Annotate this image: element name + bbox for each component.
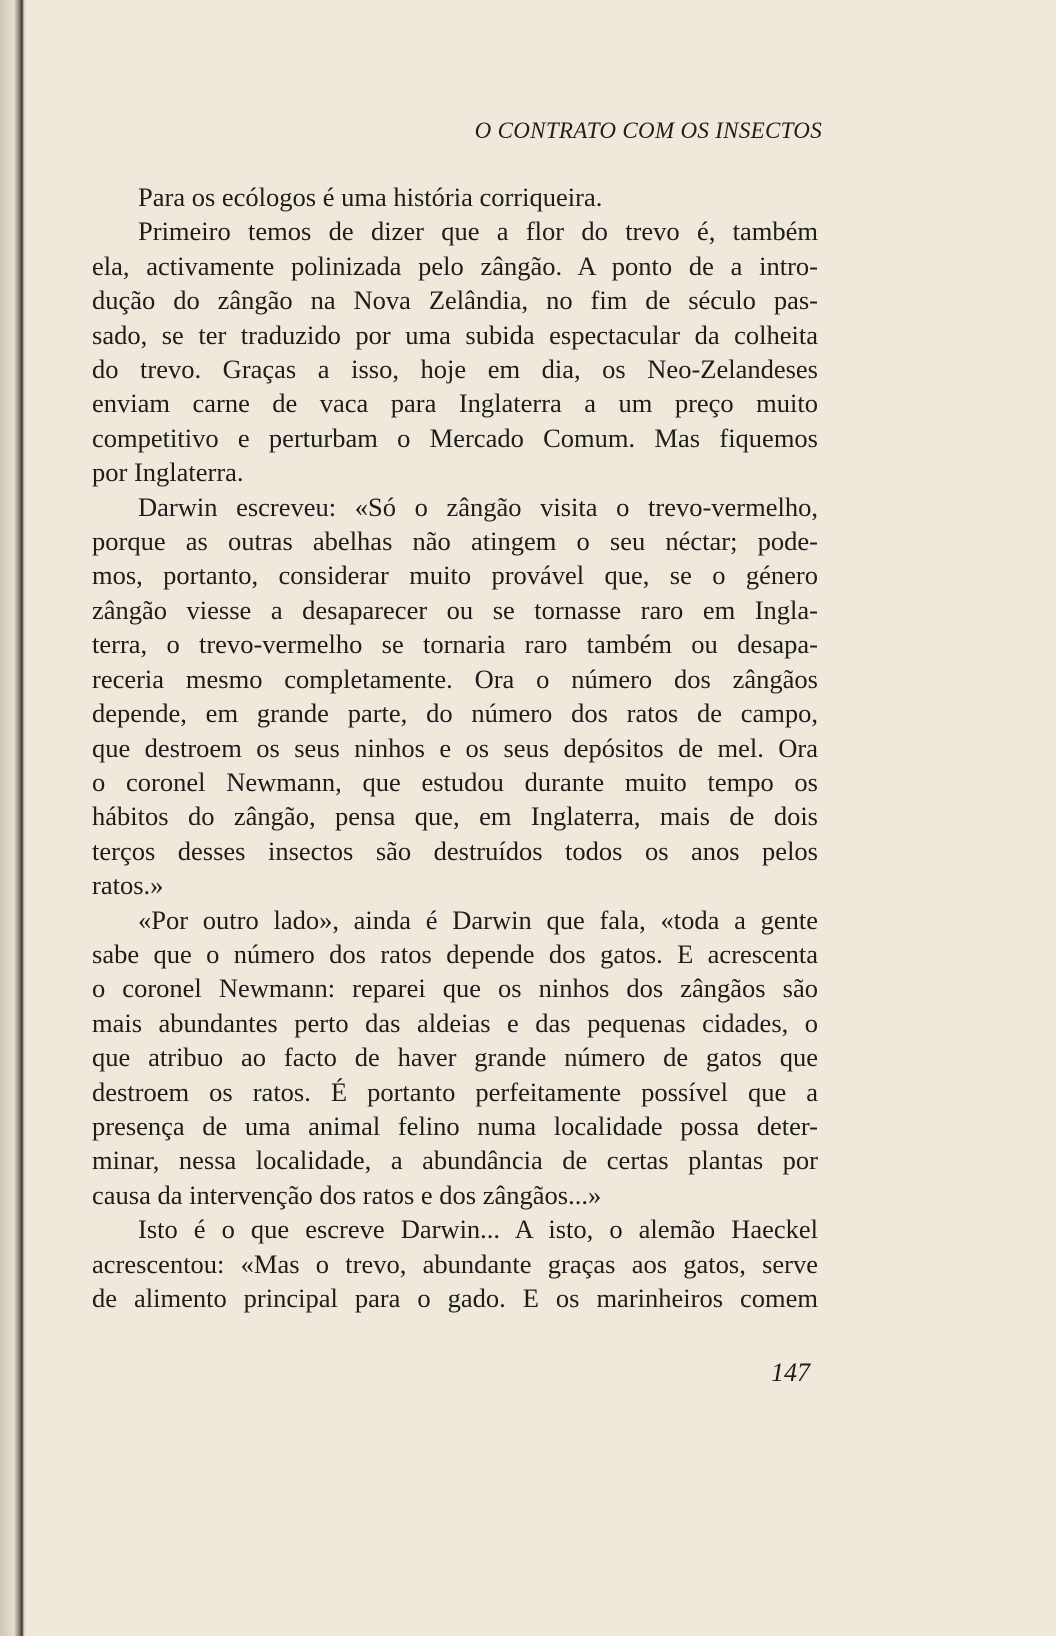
- text-line: de alimento principal para o gado. E os marinheiros comem: [92, 1283, 818, 1313]
- text-line: ela, activamente polinizada pelo zângão. A ponto de a intro-: [92, 250, 818, 281]
- paragraph: [92, 214, 818, 489]
- book-spine-edge: [0, 0, 26, 1636]
- text-line: «Por outro lado», ainda é Darwin que fala, «toda a gente: [138, 904, 818, 935]
- text-line: competitivo e perturbam o Mercado Comum. Mas fiquemos: [92, 422, 818, 453]
- text-line: enviam carne de vaca para Inglaterra a um preço muito: [92, 388, 818, 419]
- text-line: minar, nessa localidade, a abundância de certas plantas por: [92, 1145, 818, 1176]
- text-line: Isto é o que escreve Darwin... A isto, o alemão Haeckel: [138, 1214, 818, 1245]
- text-line: terra, o trevo-vermelho se tornaria raro também ou desapa-: [92, 629, 818, 660]
- text-line: do trevo. Graças a isso, hoje em dia, os Neo-Zelandeses: [92, 354, 818, 385]
- text-line: acrescentou: «Mas o trevo, abundante graças aos gatos, serve: [92, 1248, 818, 1279]
- text-line: sado, se ter traduzido por uma subida espectacular da colheita: [92, 319, 818, 350]
- text-line: receria mesmo completamente. Ora o número dos zângãos: [92, 663, 818, 694]
- text-line: o coronel Newmann, que estudou durante muito tempo os: [92, 766, 818, 797]
- paragraph: [92, 490, 818, 903]
- text-line: o coronel Newmann: reparei que os ninhos dos zângãos são: [92, 973, 818, 1004]
- text-line: que destroem os seus ninhos e os seus depósitos de mel. Ora: [92, 732, 818, 763]
- text-line: que atribuo ao facto de haver grande número de gatos que: [92, 1042, 818, 1073]
- text-line: Para os ecólogos é uma história corriqueira.: [138, 182, 603, 212]
- text-line: Primeiro temos de dizer que a flor do trevo é, também: [138, 216, 818, 247]
- text-line: ratos.»: [92, 870, 164, 901]
- text-line: mos, portanto, considerar muito provável que, se o género: [92, 560, 818, 591]
- page-number: 147: [771, 1358, 810, 1387]
- text-line: hábitos do zângão, pensa que, em Inglaterra, mais de dois: [92, 801, 818, 832]
- text-line: mais abundantes perto das aldeias e das pequenas cidades, o: [92, 1007, 818, 1038]
- text-line: destroem os ratos. É portanto perfeitamente possível que a: [92, 1076, 818, 1107]
- paragraph: [92, 1212, 818, 1315]
- paragraph: [92, 180, 818, 214]
- text-line: depende, em grande parte, do número dos ratos de campo,: [92, 698, 818, 729]
- text-line: Darwin escreveu: «Só o zângão visita o trevo-vermelho,: [138, 491, 818, 522]
- text-line: porque as outras abelhas não atingem o seu néctar; pode-: [92, 526, 818, 557]
- body-text: [92, 180, 818, 1315]
- text-line: por Inglaterra.: [92, 457, 244, 488]
- text-line: zângão viesse a desaparecer ou se tornasse raro em Ingla-: [92, 594, 818, 625]
- text-line: presença de uma animal felino numa localidade possa deter-: [92, 1110, 818, 1141]
- text-line: causa da intervenção dos ratos e dos zângãos...»: [92, 1179, 602, 1210]
- paragraph: [92, 903, 818, 1213]
- text-line: dução do zângão na Nova Zelândia, no fim de século pas-: [92, 285, 818, 316]
- text-line: sabe que o número dos ratos depende dos gatos. E acrescenta: [92, 938, 818, 969]
- text-line: terços desses insectos são destruídos todos os anos pelos: [92, 835, 818, 866]
- running-header: O CONTRATO COM OS INSECTOS: [474, 118, 822, 143]
